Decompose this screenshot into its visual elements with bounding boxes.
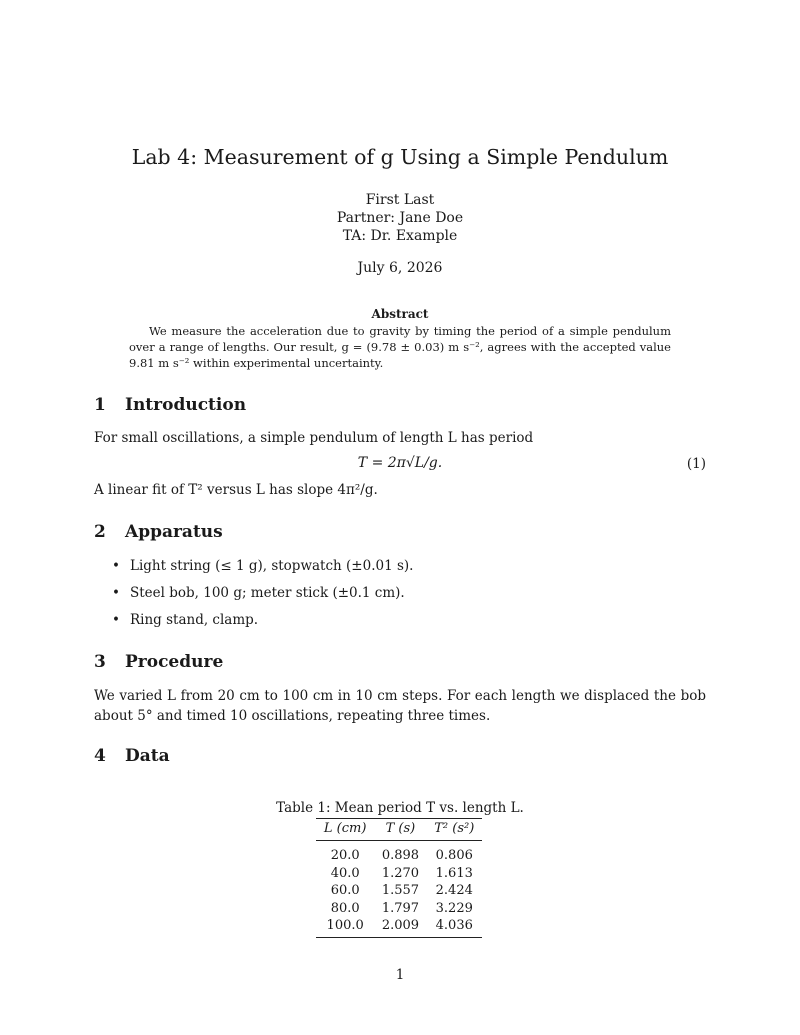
table-caption: Table 1: Mean period T vs. length L. — [276, 800, 524, 816]
section-heading-procedure — [94, 652, 223, 672]
section-title: Data — [125, 746, 170, 766]
table-cell: 2.009 — [381, 918, 420, 933]
data-table — [316, 818, 482, 938]
author-partner: Partner: Jane Doe — [336, 210, 464, 226]
page-number: 1 — [395, 967, 405, 983]
apparatus-item — [112, 612, 258, 628]
section-number: 3 — [94, 652, 106, 672]
equation-number: (1) — [686, 456, 706, 472]
table-cell: 1.557 — [381, 883, 420, 898]
apparatus-item — [112, 585, 405, 601]
abstract-heading: Abstract — [371, 307, 429, 321]
period-equation: T = 2π√L/g. — [357, 455, 443, 471]
section-number: 4 — [94, 746, 106, 766]
table-cell: 1.613 — [435, 865, 473, 881]
table-row — [316, 917, 482, 937]
section-title: Procedure — [125, 652, 224, 672]
table-cell: 20.0 — [330, 848, 360, 863]
procedure-text: We varied L from 20 cm to 100 cm in 10 cm steps. For each length we displaced the bob about 5° and timed 10 oscillations, repeating three times. — [94, 688, 706, 724]
table-cell: 3.229 — [435, 900, 473, 916]
paper-title: Lab 4: Measurement of g Using a Simple Pendulum — [131, 145, 669, 169]
table-row — [316, 841, 482, 865]
table-cell: 40.0 — [330, 865, 360, 881]
table-cell: 100.0 — [326, 918, 364, 933]
table-cell: 80.0 — [330, 900, 360, 916]
section-heading-data — [94, 746, 170, 766]
author-ta: TA: Dr. Example — [342, 228, 458, 244]
intro-text-1: For small oscillations, a simple pendulum of length L has period — [94, 430, 534, 446]
bullet-icon: • — [112, 558, 120, 574]
section-number: 1 — [94, 395, 106, 415]
table-cell: 1.797 — [381, 900, 420, 916]
paper-date: July 6, 2026 — [357, 260, 443, 276]
author-name: First Last — [365, 192, 435, 208]
apparatus-item-text: Light string (≤ 1 g), stopwatch (±0.01 s). — [130, 558, 414, 574]
table-cell: 4.036 — [435, 918, 473, 933]
table-cell: 0.898 — [381, 848, 420, 863]
table-header-row — [316, 819, 482, 841]
apparatus-item-text: Ring stand, clamp. — [130, 612, 259, 628]
bullet-icon: • — [112, 612, 120, 628]
section-title: Apparatus — [125, 522, 223, 542]
abstract-text: We measure the acceleration due to gravity by timing the period of a simple pendulum over a range of lengths. Our result, g = (9.78 ± 0.03) m s⁻², agrees with the accepted value 9.81 m s⁻² within experimental uncertainty. — [129, 324, 671, 370]
apparatus-item-text: Steel bob, 100 g; meter stick (±0.1 cm). — [130, 585, 405, 601]
table-cell: 60.0 — [330, 883, 360, 898]
table-row — [316, 882, 482, 900]
table-row — [316, 865, 482, 883]
section-title: Introduction — [125, 395, 247, 415]
table-body — [316, 841, 482, 938]
intro-text-2: A linear fit of T² versus L has slope 4π²/g. — [94, 482, 378, 498]
table-cell: 1.270 — [381, 865, 420, 881]
column-header-period-squared: T² (s²) — [434, 821, 475, 836]
table-cell: 2.424 — [435, 883, 473, 898]
table-cell: 0.806 — [435, 848, 473, 863]
section-heading-apparatus — [94, 522, 223, 542]
column-header-length: L (cm) — [323, 821, 367, 836]
column-header-period: T (s) — [385, 821, 416, 836]
bullet-icon: • — [112, 585, 120, 601]
table-row — [316, 900, 482, 918]
apparatus-item — [112, 558, 413, 574]
section-number: 2 — [94, 522, 106, 542]
section-heading-introduction — [94, 395, 246, 415]
